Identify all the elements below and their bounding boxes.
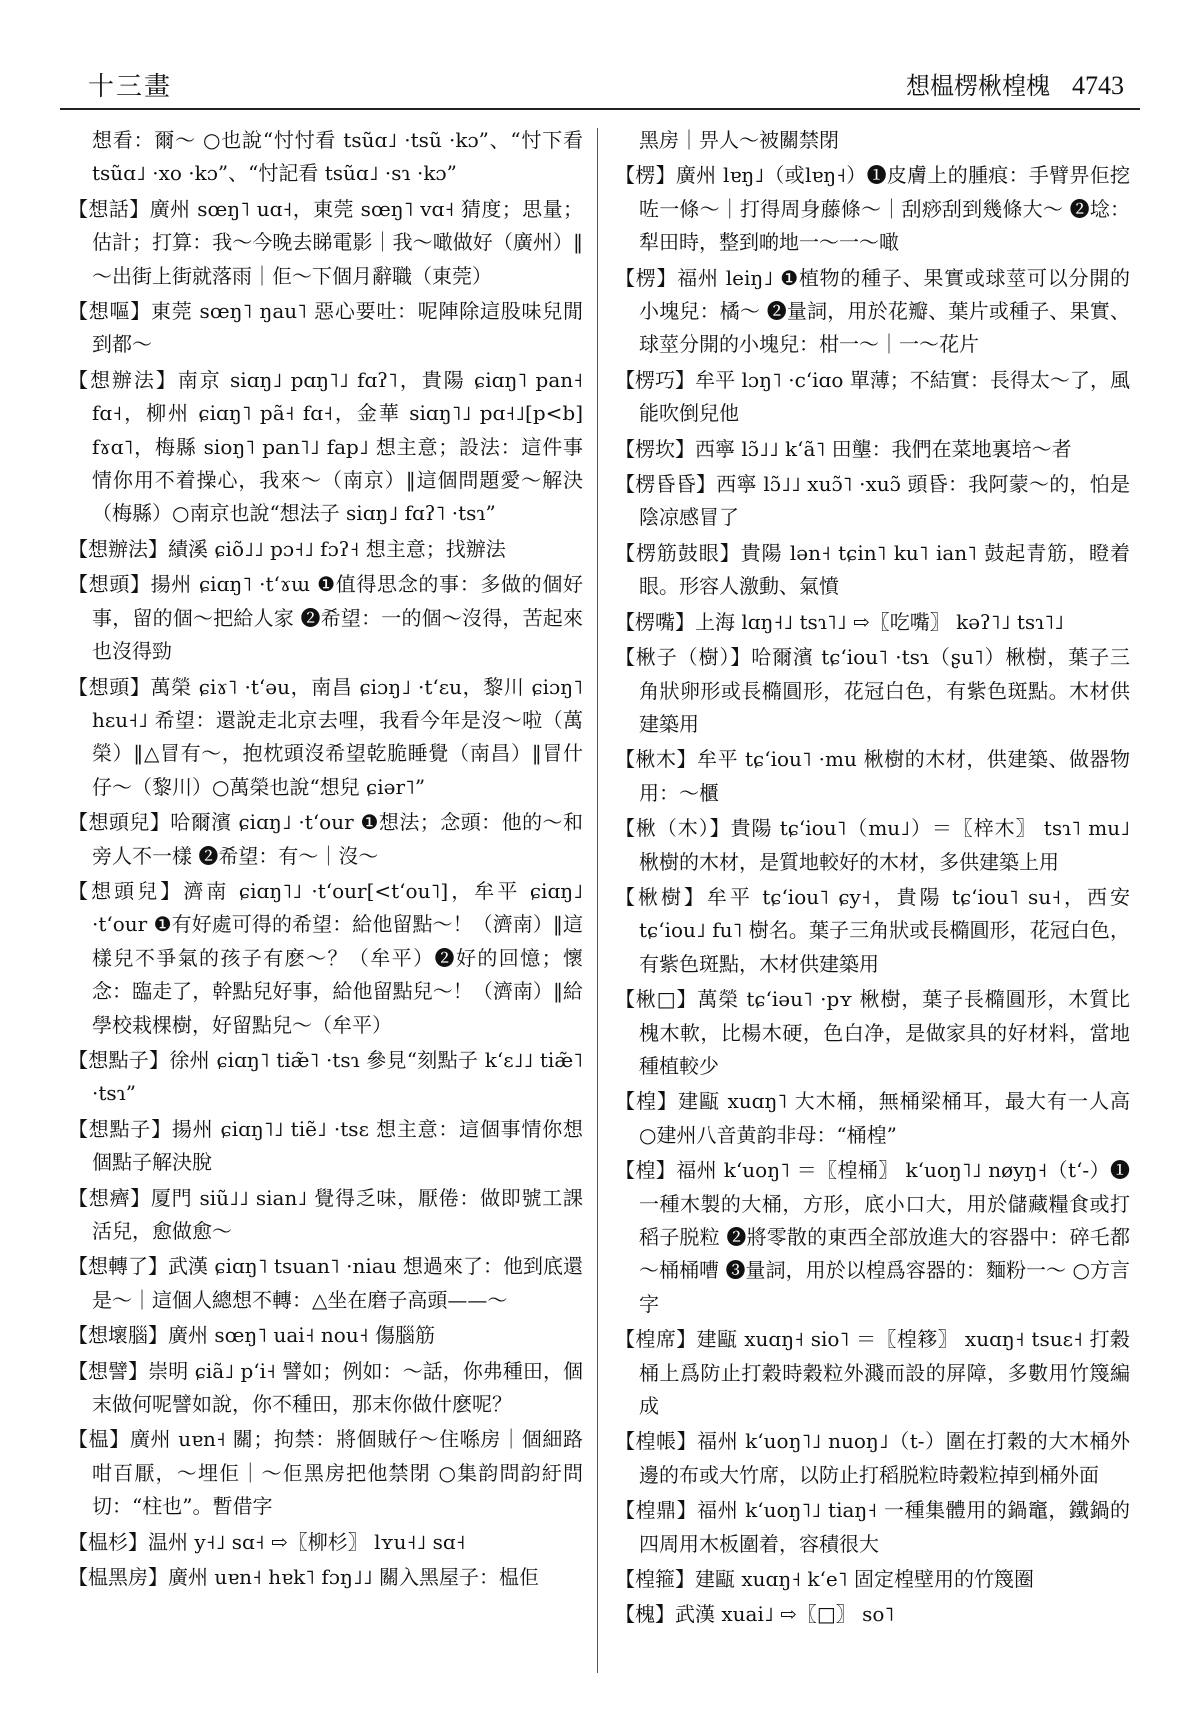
dictionary-entry: 【想癠】厦門 siũ˩˩ sian˩ 覺得乏味，厭倦：做即號工課活兒，愈做愈～	[68, 1185, 583, 1243]
dictionary-entry: 【楻席】建甌 xuɑŋ˧ sio˥ ＝〖楻簃〗 xuɑŋ˧ tsuɛ˧ 打穀桶上爲防止打穀時穀粒外濺而設的屏障，多數用竹篾編成	[615, 1327, 1130, 1419]
dictionary-entry: 【想辦法】南京 siɑŋ˩ pɑŋ˥˩ fɑʔ˥，貴陽 ɕiɑŋ˥ pan˧ fɑ˧，柳州 ɕiɑŋ˥ pã˧ fɑ˧，金華 siɑŋ˥˩ pɑ˧˩[p<b] fɤɑ˥，梅縣 sioŋ˥ pan˥˩ fap˩ 想主意；設法：這件事情你用不着操心，我來～（南京）‖這個問題愛～解決（梅縣）○南京也說“想法子 siɑŋ˩ fɑʔ˥ ·tsɿ”	[68, 367, 583, 526]
dictionary-entry: 【想嘔】東莞 sœŋ˥ ŋau˥ 惡心要吐：呢陣除這股味兒閒到都～	[68, 299, 583, 357]
dictionary-entry: 【想頭兒】哈爾濱 ɕiɑŋ˩ ·tʻour ❶想法；念頭：他的～和旁人不一樣 ❷希望：有～｜沒～	[68, 810, 583, 868]
dictionary-entry: 【榅黑房】廣州 uɐn˧ hɐk˥ fɔŋ˩˩ 關入黑屋子：榅佢	[68, 1565, 539, 1590]
dictionary-entry: 【想話】廣州 sœŋ˥ uɑ˧，東莞 sœŋ˥ vɑ˧ 猜度；思量；估計；打算：我～今晚去睇電影｜我～噉做好（廣州）‖～出街上街就落雨｜佢～下個月辭職（東莞）	[68, 196, 583, 288]
dictionary-entry: 【想頭】萬榮 ɕiɤ˥ ·tʻəu，南昌 ɕiɔŋ˩ ·tʻɛu，黎川 ɕiɔŋ˥ hɛu˧˩ 希望：還說走北京去哩，我看今年是沒～啦（萬榮）‖△冒有～，抱枕頭沒希望乾脆睡覺（南昌）‖冒什仔～（黎川）○萬榮也說“想兒 ɕiər˥”	[68, 674, 583, 799]
dictionary-entry: 【楸子（樹）】哈爾濱 tɕʻiou˥ ·tsɿ（ʂu˥）楸樹，葉子三角狀卵形或長橢圓形，花冠白色，有紫色斑點。木材供建築用	[615, 645, 1130, 736]
dictionary-entry: 【想頭兒】濟南 ɕiɑŋ˥˩ ·tʻour[<tʻou˥]，牟平 ɕiɑŋ˩ ·tʻour ❶有好處可得的希望：給他留點～！（濟南）‖這樣兒不爭氣的孩子有麽～？（牟平）❷好的回憶；懷念：臨走了，幹點兒好事，給他留點兒～！（濟南）‖給學校栽棵樹，好留點兒～（牟平）	[68, 878, 583, 1037]
dictionary-entry: 【楞坎】西寧 lɔ̃˩˩ kʻã˥ 田壟：我們在菜地裏培～者	[615, 436, 1072, 461]
dictionary-entry: 【想點子】揚州 ɕiɑŋ˥˩ tiẽ˩ ·tsɛ 想主意：這個事情你想個點子解決脫	[68, 1116, 583, 1175]
dictionary-entry: 【楻鼎】福州 kʻuoŋ˥˩ tiaŋ˧ 一種集體用的鍋竈，鐵鍋的四周用木板圍着，容積很大	[615, 1498, 1130, 1556]
dictionary-entry: 想看：爾～ ○也說“忖忖看 tsũɑ˩ ·tsũ ·kɔ”、“忖下看 tsũɑ˩ ·xo ·kɔ”、“忖記看 tsũɑ˩ ·sɿ ·kɔ”	[92, 128, 583, 186]
stroke-section-label: 十三畫	[88, 72, 173, 102]
dictionary-entry: 【楸（木）】貴陽 tɕʻiou˥（mu˩）＝〖梓木〗 tsɿ˥ mu˩ 楸樹的木材，是質地較好的木材，多供建築上用	[615, 816, 1130, 874]
dictionary-columns	[68, 124, 1134, 1684]
dictionary-entry: 【想壞腦】廣州 sœŋ˥ uai˧ nou˧ 傷腦筋	[68, 1323, 435, 1348]
dictionary-entry: 【楻箍】建甌 xuɑŋ˧ kʻe˥ 固定楻壁用的竹篾圈	[615, 1567, 1034, 1592]
right-column	[615, 124, 1130, 1634]
dictionary-entry: 【楞筋鼓眼】貴陽 lən˧ tɕin˥ ku˥ ian˥ 鼓起青筋，瞪着眼。形容人激動、氣憤	[615, 540, 1130, 599]
dictionary-entry: 【楸□】萬榮 tɕʻiəu˥ ·pʏ 楸樹，葉子長橢圓形，木質比槐木軟，比楊木硬，色白净，是做家具的好材料，當地種植較少	[615, 987, 1130, 1078]
dictionary-entry: 【楸樹】牟平 tɕʻiou˥ ɕy˧，貴陽 tɕʻiou˥ su˧，西安 tɕʻiou˩ fu˥ 樹名。葉子三角狀或長橢圓形，花冠白色，有紫色斑點，木材供建築用	[615, 884, 1130, 976]
header-right	[906, 66, 1124, 101]
dictionary-entry: 【楞】廣州 lɐŋ˩（或lɐŋ˧）❶皮膚上的腫痕：手臂畀佢挖咗一條～｜打得周身藤條～｜刮痧刮到幾條大～ ❷埝：犁田時，整到啲地一～一～噉	[615, 163, 1130, 255]
dictionary-entry: 【楞嘴】上海 lɑŋ˧˩ tsɿ˥˩ ⇨〖吃嘴〗 kəʔ˥˩ tsɿ˥˩	[615, 609, 1064, 634]
dictionary-entry: 【楞】福州 leiŋ˩ ❶植物的種子、果實或球莖可以分開的小塊兒：橘～ ❷量詞，用於花瓣、葉片或種子、果實、球莖分開的小塊兒：柑一～｜一～花片	[615, 265, 1130, 357]
dictionary-entry: 【榅】廣州 uɐn˧ 關；拘禁：將個賊仔～住喺房｜個細路咁百厭，～埋佢｜～佢黑房把他禁閉 ○集韵問韵紆問切：“柱也”。暫借字	[68, 1427, 583, 1519]
headword-range: 想榅楞楸楻槐	[906, 72, 1050, 100]
dictionary-entry: 【楞昏昏】西寧 lɔ̃˩˩ xuɔ̃˥ ·xuɔ̃ 頭昏：我阿蒙～的，怕是陰凉感冒了	[615, 472, 1130, 530]
left-column	[68, 124, 583, 1596]
dictionary-entry: 【榅杉】温州 y˧˩ sɑ˧ ⇨〖柳杉〗 lʏu˧˩ sɑ˧	[68, 1529, 466, 1554]
dictionary-entry: 【想點子】徐州 ɕiɑŋ˥ tiæ̃˥ ·tsɿ 參見“刻點子 kʻɛ˩˩ tiæ̃˥ ·tsɿ”	[68, 1047, 583, 1106]
dictionary-entry: 【想頭】揚州 ɕiɑŋ˥ ·tʻɤɯ ❶值得思念的事：多做的個好事，留的個～把給人家 ❷希望：一的個～沒得，苦起來也沒得勁	[68, 572, 583, 664]
dictionary-entry: 【楻】福州 kʻuoŋ˥ ＝〖楻桶〗 kʻuoŋ˥˩ nøyŋ˧（tʻ-）❶一種木製的大桶，方形，底小口大，用於儲藏糧食或打稻子脱粒 ❷將零散的東西全部放進大的容器中：碎乇都～桶桶嘈 ❸量詞，用於以楻爲容器的：麵粉一～ ○方言字	[615, 1158, 1130, 1316]
dictionary-entry: 【楸木】牟平 tɕʻiou˥ ·mu 楸樹的木材，供建築、做器物用：～櫃	[615, 747, 1130, 805]
dictionary-entry: 【楞巧】牟平 lɔŋ˥ ·cʻiɑo 單薄；不結實：長得太～了，風能吹倒兒他	[615, 367, 1130, 426]
page-number: 4743	[1072, 71, 1124, 100]
dictionary-entry: 【槐】武漢 xuai˩ ⇨〖□〗 so˥	[615, 1602, 895, 1627]
dictionary-entry: 【楻帳】福州 kʻuoŋ˥˩ nuoŋ˩（t-）圍在打穀的大木桶外邊的布或大竹席，以防止打稻脱粒時穀粒掉到桶外面	[615, 1429, 1130, 1487]
dictionary-entry: 黑房｜畀人～被關禁閉	[639, 128, 839, 152]
column-divider	[597, 128, 598, 1673]
dictionary-entry: 【想辦法】績溪 ɕiõ˩˩ pɔ˧˩ fɔʔ˧ 想主意；找辦法	[68, 536, 506, 561]
dictionary-entry: 【想轉了】武漢 ɕiɑŋ˥ tsuan˥ ·niau 想過來了：他到底還是～｜這個人總想不轉：△坐在磨子高頭——～	[68, 1254, 583, 1312]
page-header	[60, 58, 1140, 110]
dictionary-entry: 【想譬】崇明 ɕiã˩ pʻi˧ 譬如；例如：～話，你弗種田，個末做何呢譬如說，你不種田，那末你做什麽呢？	[68, 1358, 583, 1417]
dictionary-entry: 【楻】建甌 xuɑŋ˥ 大木桶，無桶梁桶耳，最大有一人高 ○建州八音黄韵非母：“桶楻”	[615, 1089, 1130, 1147]
